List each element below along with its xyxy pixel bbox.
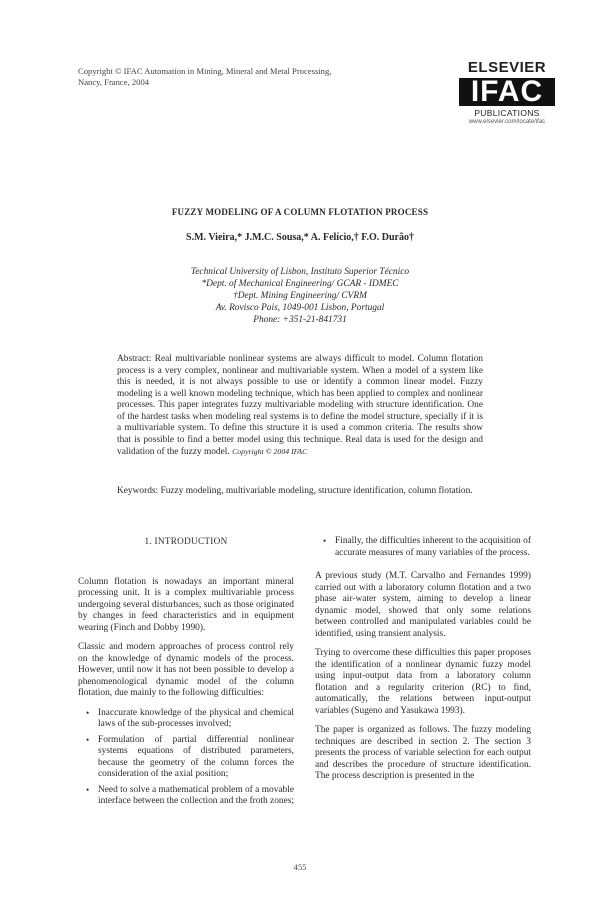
paragraph: Classic and modern approaches of process control rely on the knowledge of dynamic models of the process. However, until now it has not been possible to develop a phenomenological dynamic model of the column flotation, due mainly to the following difficulties: [78,642,294,698]
right-column [315,536,531,791]
bullet-icon: • [86,707,90,718]
copyright-line: Copyright © IFAC Automation in Mining, Mineral and Metal Processing, [78,66,332,76]
list-item-text: Need to solve a mathematical problem of a movable interface between the collection and the froth zones; [98,784,295,806]
list-item [86,734,294,781]
affiliation-line: Technical University of Lisbon, Instituto Superior Técnico [190,267,410,277]
publisher-logo [444,60,570,126]
elsevier-wordmark: ELSEVIER [467,59,547,76]
list-item-text: Formulation of partial differential nonlinear systems equations of distributed parameters, because the geometry of the column forces the consideration of the axial position; [98,734,294,779]
paragraph: The paper is organized as follows. The fuzzy modeling techniques are described in section 2. The section 3 presents the process of variable selection for each output and describes the procedure of structure identification. The process description is presented in the [315,725,531,781]
page-number: 455 [293,862,307,872]
paragraph: A previous study (M.T. Carvalho and Fernandes 1999) carried out with a laboratory column flotation and a two phase air-water system, aiming to develop a linear dynamic model, showed that only some relations between controlled and manipulated variables could be identified, using transient analysis. [315,571,531,639]
list-item [86,784,295,808]
affiliation-line: †Dept. Mining Engineering/ CVRM [233,291,367,301]
abstract-copyright: Copyright © 2004 IFAC [232,447,308,456]
abstract-text: Abstract: Real multivariable nonlinear systems are always difficult to model. Column flotation process is a very complex, nonlinear and multivariable system. When a model of a system like this is needed, it is not always possible to use or identify a common linear model. Fuzzy modeling is a well known modeling technique, which has been applied to complex and nonlinear processes. This paper integrates fuzzy multivariable modeling with structure identification. One of the hardest tasks when modeling real systems is to define the model structure, specially if it is a multivariable system. To define this structure it is used a common criteria. The results show that is possible to find a better model using this technique. Real data is used for the design and validation of the fuzzy model. [117,354,483,457]
list-item-text: Inaccurate knowledge of the physical and chemical laws of the sub-processes involved; [98,707,294,729]
paper-title: FUZZY MODELING OF A COLUMN FLOTATION PROCESS [171,207,429,217]
paragraph: Column flotation is nowadays an important mineral processing unit. It is a complex multivariable process undergoing several disturbances, such as those originated by changes in feed characteristics and in equipment wearing (Finch and Dobby 1990). [78,576,294,633]
bullet-icon: • [86,784,90,795]
affiliations [0,266,600,326]
paper-authors: S.M. Vieira,* J.M.C. Sousa,* A. Felício,† F.O. Durão† [186,232,414,243]
left-column [78,536,294,812]
ifac-wordmark: IFAC [459,78,555,106]
abstract [117,354,483,459]
difficulties-list [78,708,294,808]
bullet-icon: • [86,734,90,745]
list-item [323,536,531,559]
affiliation-line: Av. Rovisco Pais, 1049-001 Lisbon, Portugal [215,303,385,313]
keywords: Keywords: Fuzzy modeling, multivariable modeling, structure identification, column flotation. [117,486,473,496]
affiliation-line: Phone: +351-21-841731 [253,315,347,325]
bullet-icon: • [323,536,327,546]
section-heading: 1. INTRODUCTION [144,536,228,546]
paragraph: Trying to overcome these difficulties this paper proposes the identification of a nonlinear dynamic fuzzy model using input-output data from a laboratory column flotation and a regularity criterion (RC) to find, automatically, the relations between input-output variables (Sugeno and Yasukawa 1993). [315,648,531,716]
copyright-notice [78,66,378,88]
publisher-url: www.elsevier.com/locate/ifac [468,119,546,125]
list-item [86,707,294,731]
conference-location: Nancy, France, 2004 [78,77,150,87]
affiliation-line: *Dept. of Mechanical Engineering/ GCAR - IDMEC [201,279,399,289]
publications-label: PUBLICATIONS [474,108,540,118]
list-item-text: Finally, the difficulties inherent to the acquisition of accurate measures of many variables of the process. [335,536,531,558]
difficulties-list-continued [315,536,531,559]
